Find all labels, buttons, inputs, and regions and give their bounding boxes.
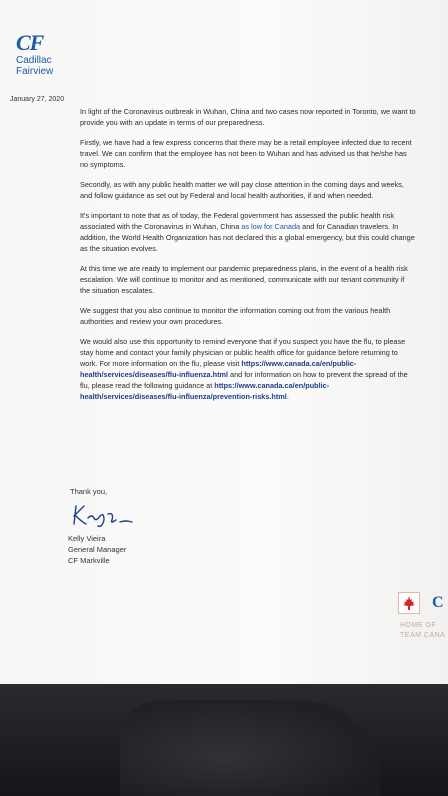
paragraph-7-text-a: We would also use this opportunity to remind everyone that if you suspect you have the flu, to please stay home and contact your family physician or public health office for guidance before returning to work. For more information on the flu, please visit — [80, 337, 406, 368]
paragraph-7-text-b: and for information on how to prevent the spread of the flu, please read the following guidance at — [80, 370, 408, 390]
letter-date: January 27, 2020 — [10, 96, 65, 103]
signer-company: CF Markville — [68, 556, 110, 565]
paragraph-4 — [80, 210, 416, 254]
logo-text-cadillac: Cadillac — [16, 55, 52, 66]
paragraph-7 — [80, 336, 416, 402]
prevention-risks-link[interactable]: https://www.canada.ca/en/public-health/services/diseases/flu-influenza/prevention-risks.html — [80, 381, 330, 401]
paragraph-7-text-c: . — [286, 392, 289, 401]
closing: Thank you, — [70, 487, 108, 496]
low-risk-highlight: as low for Canada — [241, 222, 301, 231]
maple-leaf-icon — [398, 592, 420, 614]
paragraph-4-text-b: and for Canadian travelers. In addition, the World Health Organization has not declared this a global emergency, but this could change as the situation evolves. — [80, 222, 415, 253]
paragraph-1: In light of the Coronavirus outbreak in Wuhan, China and two cases now reported in Toronto, we want to provide you with an update in terms of our preparedness. — [80, 107, 416, 127]
background-fabric — [120, 700, 380, 796]
paragraph-4-text-a: It's important to note that as of today, the Federal government has assessed the public health risk associated with the Coronavirus in Wuhan, China — [80, 211, 394, 231]
paragraph-6: We suggest that you also continue to monitor the information coming out from the various health authorities and review your own procedures. — [80, 306, 391, 326]
sponsor-team-canada: TEAM CANA — [400, 632, 446, 639]
signer-name: Kelly Vieira — [68, 534, 106, 543]
signer-title: General Manager — [68, 545, 127, 554]
flu-influenza-link[interactable]: https://www.canada.ca/en/public-health/services/diseases/flu-influenza.html — [80, 359, 357, 379]
sponsor-cf-logo: C — [432, 594, 444, 611]
paragraph-5: At this time we are ready to implement our pandemic preparedness plans, in the event of a health risk escalation. We will continue to monitor and as mentioned, communicate with our tenant community if the situation escalates. — [80, 264, 408, 295]
paragraph-2: Firstly, we have had a few express concerns that there may be a retail employee infected due to recent travel. We can confirm that the employee has not been to Wuhan and has advised us that he/she has no symptoms. — [80, 138, 412, 169]
logo-text-fairview: Fairview — [16, 66, 54, 77]
cf-logo: CF — [16, 30, 44, 55]
sponsor-home-of: HOME OF — [400, 622, 437, 629]
handwritten-signature — [70, 500, 150, 530]
letter-body — [80, 106, 416, 411]
paragraph-3: Secondly, as with any public health matter we will pay close attention in the coming days and weeks, and follow guidance as set out by Federal and local health authorities, if and when needed. — [80, 180, 404, 200]
